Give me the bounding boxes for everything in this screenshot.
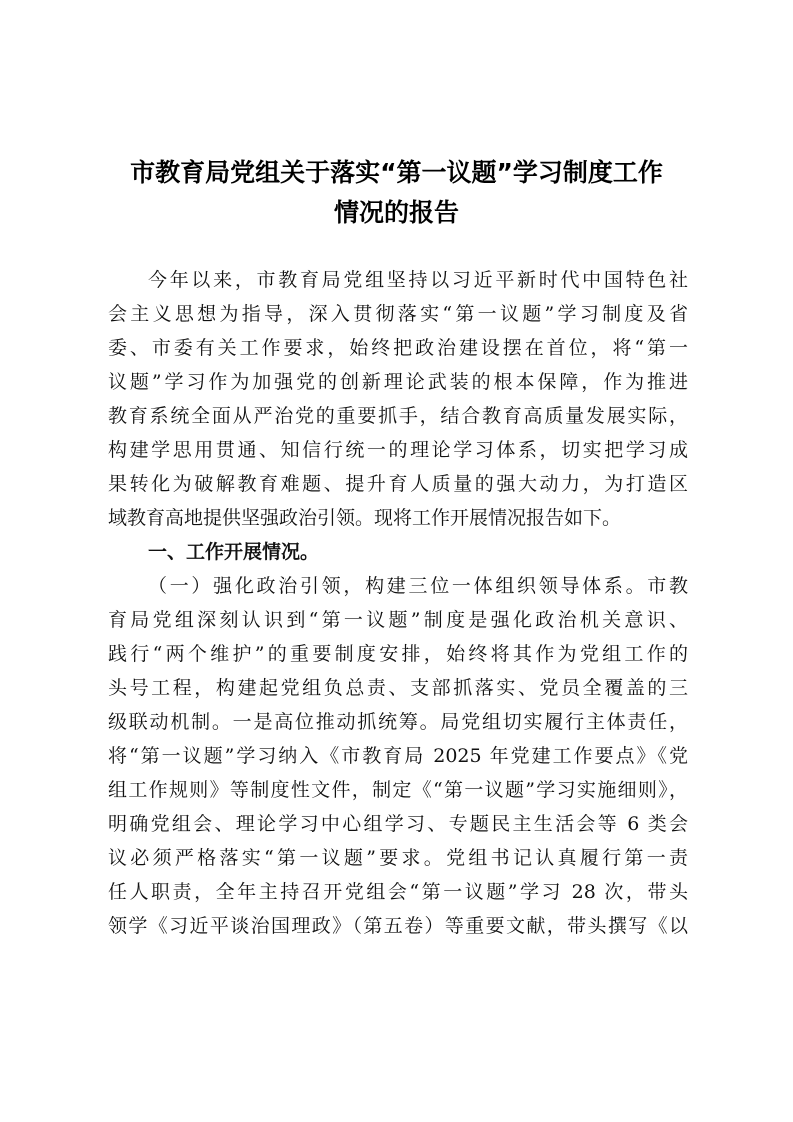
paragraph-line: 果转化为破解教育难题、提升育人质量的强大动力，为打造区 — [108, 473, 688, 495]
intro-paragraph — [108, 263, 688, 535]
paragraph-line: 会主义思想为指导，深入贯彻落实“第一议题”学习制度及省 — [108, 303, 688, 325]
paragraph-line: 构建学思用贯通、知信行统一的理论学习体系，切实把学习成 — [108, 439, 688, 461]
paragraph-line: 任人职责，全年主持召开党组会“第一议题”学习 28 次，带头 — [108, 881, 688, 903]
document-title-line-1: 市教育局党组关于落实“第一议题”学习制度工作 — [130, 158, 663, 187]
document-title-line-2: 情况的报告 — [333, 198, 459, 227]
paragraph-line: 议必须严格落实“第一议题”要求。党组书记认真履行第一责 — [108, 847, 688, 869]
paragraph-line: 头号工程，构建起党组负总责、支部抓落实、党员全覆盖的三 — [108, 677, 688, 699]
paragraph-line: 议题”学习作为加强党的创新理论武装的根本保障，作为推进 — [108, 371, 688, 393]
paragraph-line: 级联动机制。一是高位推动抓统筹。局党组切实履行主体责任， — [108, 711, 688, 733]
paragraph-line: 将“第一议题”学习纳入《市教育局 2025 年党建工作要点》《党 — [108, 745, 688, 767]
paragraph-line: 领学《习近平谈治国理政》（第五卷）等重要文献，带头撰写《以 — [108, 915, 688, 937]
paragraph-line: （一）强化政治引领，构建三位一体组织领导体系。市教 — [148, 575, 688, 597]
paragraph-line: 委、市委有关工作要求，始终把政治建设摆在首位，将“第一 — [108, 337, 688, 359]
paragraph-line: 践行“两个维护”的重要制度安排，始终将其作为党组工作的 — [108, 643, 688, 665]
paragraph-line: 明确党组会、理论学习中心组学习、专题民主生活会等 6 类会 — [108, 813, 688, 835]
paragraph-line: 组工作规则》等制度性文件，制定《“第一议题”学习实施细则》， — [108, 779, 688, 801]
section-heading: 一、工作开展情况。 — [148, 541, 320, 563]
section-1-paragraph — [108, 569, 688, 943]
paragraph-line: 教育系统全面从严治党的重要抓手，结合教育高质量发展实际， — [108, 405, 688, 427]
paragraph-line: 育局党组深刻认识到“第一议题”制度是强化政治机关意识、 — [108, 609, 688, 631]
document-body — [108, 263, 688, 943]
paragraph-line: 域教育高地提供坚强政治引领。现将工作开展情况报告如下。 — [108, 507, 622, 529]
paragraph-line: 今年以来，市教育局党组坚持以习近平新时代中国特色社 — [148, 269, 688, 291]
